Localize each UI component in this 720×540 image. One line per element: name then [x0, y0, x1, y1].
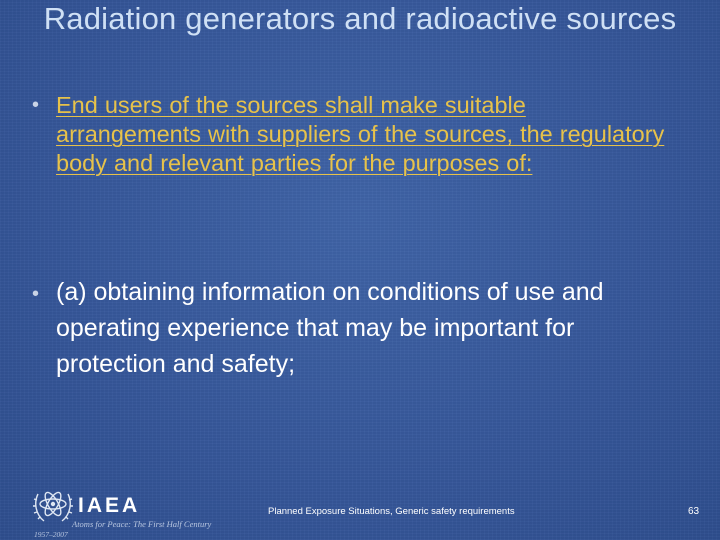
logo-tagline: Atoms for Peace: The First Half Century: [72, 519, 212, 529]
footer-caption: Planned Exposure Situations, Generic safety requirements: [268, 506, 515, 517]
page-number: 63: [688, 506, 700, 517]
atom-laurel-icon: [30, 484, 76, 530]
slide-title: Radiation generators and radioactive sources: [43, 1, 677, 36]
bullet-text: End users of the sources shall make suitable arrangements with suppliers of the sources, the regulatory body and relevant parties for the purposes of:: [56, 92, 665, 176]
logo-years: 1957–2007: [34, 530, 68, 539]
bullet-item: [32, 91, 672, 178]
bullet-dot: •: [32, 283, 40, 305]
bullet-dot: •: [32, 94, 40, 116]
logo-wordmark: IAEA: [78, 494, 141, 517]
bullet-item: [32, 274, 672, 382]
bullet-text: (a) obtaining information on conditions of use and operating experience that may be important for protection and safety;: [56, 278, 604, 378]
